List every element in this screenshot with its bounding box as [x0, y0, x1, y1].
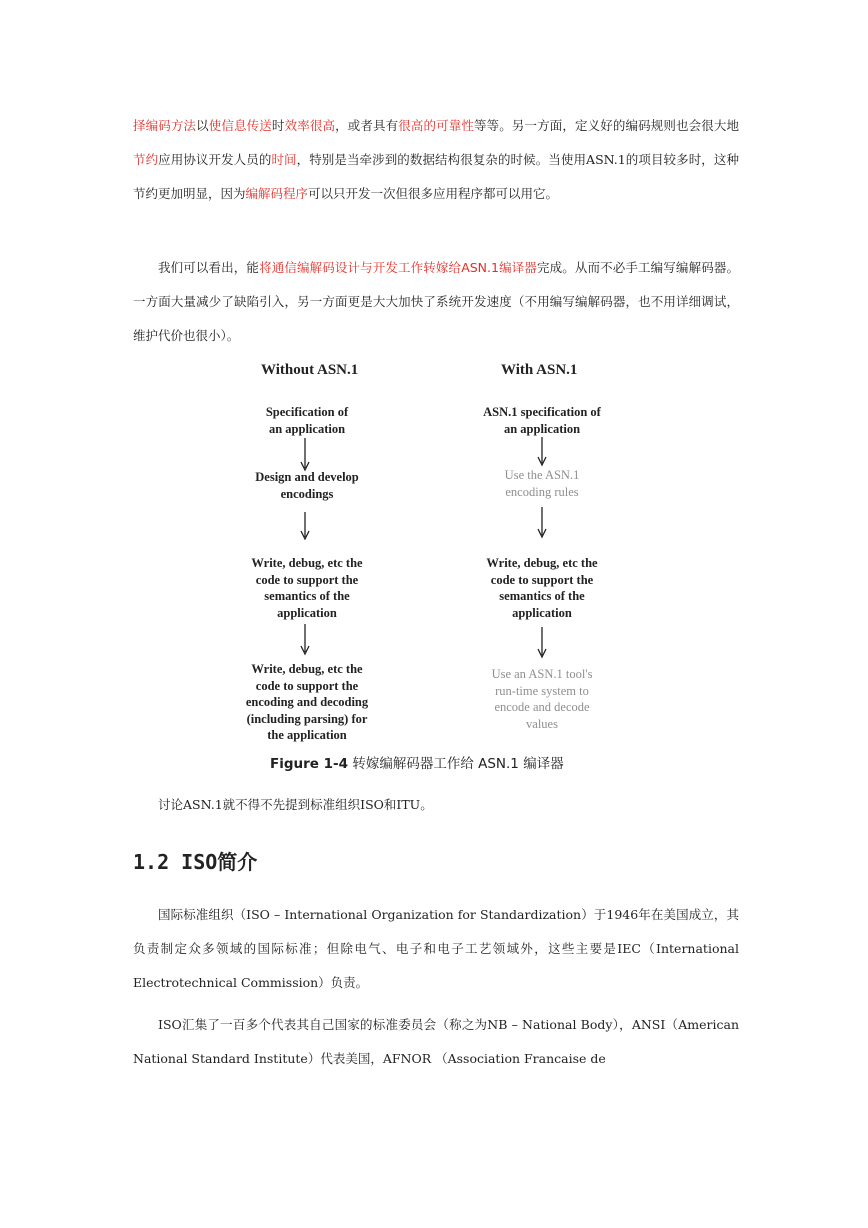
figure-label: Figure 1-4	[270, 756, 349, 772]
paragraph-iso-description: 国际标准组织（ISO – International Organization for Standardization）于1946年在美国成立，其负责制定众多领域的国际标准；但除电气、电子和电子工艺领域外，这些主要是IEC（International Electrotechnical Commission）负责。	[133, 907, 739, 990]
highlight-text: 使信息传送	[208, 118, 272, 133]
body-text: 应用协议开发人员的	[158, 152, 272, 167]
body-text: 等等。另一方面，定义好的编码规则也会很大地	[473, 118, 739, 133]
left-column-title: Without ASN.1	[261, 362, 359, 378]
left-step-4	[210, 661, 404, 744]
step-text: Design and develop encodings	[255, 470, 359, 501]
down-arrow-icon	[298, 438, 312, 472]
right-column-title: With ASN.1	[501, 362, 578, 378]
step-text: Write, debug, etc the code to support the semantics of the application	[251, 556, 363, 620]
left-step-3	[210, 555, 404, 621]
paragraph-iso-members: ISO汇集了一百多个代表其自己国家的标准委员会（称之为NB – National Body），ANSI（American National Standard Institute）代表美国，AFNOR （Association Francaise de	[133, 1017, 739, 1066]
body-text: 以	[196, 118, 209, 133]
highlight-text: ASN.1	[461, 260, 499, 275]
left-step-2	[210, 469, 404, 502]
body-text: ，或者具有	[335, 118, 399, 133]
right-step-2	[452, 467, 632, 500]
step-text: Use an ASN.1 tool's run-time system to encode and decode values	[491, 667, 593, 731]
figure-caption	[270, 752, 564, 772]
down-arrow-icon	[535, 437, 549, 467]
right-step-1	[452, 404, 632, 437]
step-text: ASN.1 specification of an application	[483, 405, 601, 436]
highlight-text: 编译器	[498, 260, 537, 275]
section-heading: 1.2 ISO简介	[133, 850, 258, 874]
body-text: 可以只开发一次但很多应用程序都可以用它。	[308, 186, 559, 201]
highlight-text: 将通信编解码设计与开发工作转嫁给	[259, 260, 462, 275]
paragraph-iso-itu-intro: 讨论ASN.1就不得不先提到标准组织ISO和ITU。	[158, 797, 433, 812]
left-step-1	[220, 404, 394, 437]
highlight-text: 编解码程序	[245, 186, 309, 201]
body-text: 我们可以看出，能	[158, 260, 260, 275]
step-text: Specification of an application	[265, 405, 349, 436]
highlight-text: 效率很高	[284, 118, 336, 133]
body-text: 时	[271, 118, 285, 133]
body-text: 完成。从而不必手工编写编解码器。一方面大量减少了缺陷引入，另一方面更是大大加快了系统开发速度（不用编写编解码器，也不用详细调试，维护代价也很小）。	[133, 260, 739, 343]
body-text: ，特别是当牵涉到的数据结构很复杂的时候。当使用ASN.1的项目较多时，这种节约更加明显，因为	[133, 152, 739, 201]
right-step-4	[452, 666, 632, 732]
highlight-text: 很高的可靠性	[398, 118, 474, 133]
down-arrow-icon	[298, 624, 312, 656]
step-text: Write, debug, etc the code to support the encoding and decoding (including parsing) for the application	[245, 662, 369, 742]
highlight-text: 择编码方法	[133, 118, 197, 133]
step-text: Use the ASN.1 encoding rules	[504, 468, 580, 499]
highlight-text: 节约	[133, 152, 159, 167]
figure-caption-text: 转嫁编解码器工作给 ASN.1 编译器	[348, 756, 564, 772]
step-text: Write, debug, etc the code to support the semantics of the application	[486, 556, 598, 620]
highlight-text: 时间	[271, 152, 297, 167]
right-step-3	[452, 555, 632, 621]
down-arrow-icon	[298, 512, 312, 540]
down-arrow-icon	[535, 627, 549, 659]
down-arrow-icon	[535, 507, 549, 539]
